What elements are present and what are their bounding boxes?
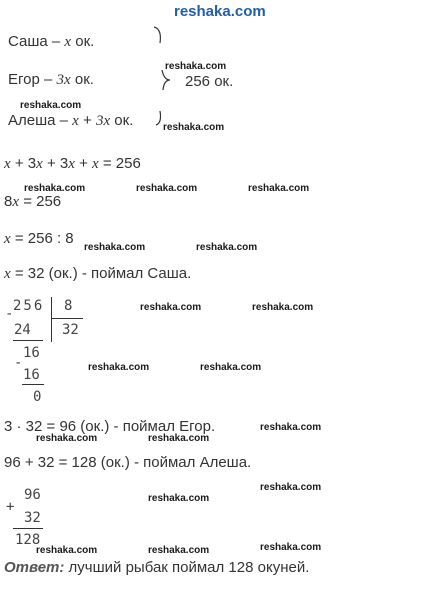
addition-sum: 128	[15, 532, 41, 548]
eq-term: + 3	[14, 155, 37, 172]
site-watermark: reshaka.com	[148, 433, 210, 444]
division-dividend: 256	[13, 298, 45, 314]
site-watermark: reshaka.com	[260, 542, 322, 553]
condition-egor-var: 3x	[56, 72, 71, 88]
condition-sasha-unit: ок.	[75, 33, 95, 50]
site-watermark: reshaka.com	[260, 482, 322, 493]
answer-label: Ответ:	[4, 559, 65, 576]
condition-alesha-name: Алеша –	[8, 112, 68, 129]
division-remainder-1: 16	[23, 345, 40, 361]
equation-sum	[4, 155, 141, 173]
eq-term: +	[79, 155, 88, 172]
division-remainder-2: 0	[33, 389, 42, 405]
division-minus-sign: -	[5, 306, 14, 322]
site-watermark: reshaka.com	[36, 545, 98, 556]
addition-underline	[13, 528, 43, 529]
addition-addend-1: 96	[24, 487, 41, 503]
site-watermark: reshaka.com	[140, 302, 202, 313]
eq-var: x	[4, 266, 11, 282]
site-watermark: reshaka.com	[163, 122, 225, 133]
condition-alesha	[8, 112, 133, 130]
site-watermark-top: reshaka.com	[174, 3, 266, 20]
site-watermark: reshaka.com	[24, 183, 86, 194]
condition-egor	[8, 71, 94, 89]
curly-brace	[150, 25, 180, 135]
egor-result: 3 · 32 = 96 (ок.) - поймал Егор.	[4, 418, 216, 435]
site-watermark: reshaka.com	[200, 362, 262, 373]
eq-term: + 3	[46, 155, 69, 172]
division-underline-1	[13, 340, 43, 341]
site-watermark: reshaka.com	[20, 100, 82, 111]
site-watermark: reshaka.com	[136, 183, 198, 194]
eq-var: x	[92, 156, 99, 172]
eq-rhs: = 256 : 8	[14, 230, 74, 247]
division-subtrahend-1: 24	[14, 322, 31, 338]
condition-sasha-var: x	[64, 34, 72, 50]
site-watermark: reshaka.com	[148, 493, 210, 504]
condition-egor-name: Егор –	[8, 71, 53, 88]
condition-alesha-var2: 3x	[95, 113, 111, 129]
eq-var: x	[68, 156, 75, 172]
condition-alesha-var1: x	[72, 113, 79, 129]
condition-egor-unit: ок.	[74, 71, 94, 88]
condition-alesha-unit: ок.	[114, 112, 134, 129]
equation-8x	[4, 193, 61, 211]
site-watermark: reshaka.com	[252, 302, 314, 313]
eq-rhs: = 256	[23, 193, 62, 210]
eq-rhs: = 32 (ок.) - поймал Саша.	[14, 265, 192, 282]
site-watermark: reshaka.com	[165, 61, 227, 72]
division-quotient: 32	[62, 322, 79, 338]
eq-var: x	[4, 231, 11, 247]
condition-sasha-name: Саша –	[8, 33, 61, 50]
eq-coef: 8	[4, 193, 13, 210]
site-watermark: reshaka.com	[36, 433, 98, 444]
site-watermark: reshaka.com	[260, 422, 322, 433]
condition-sasha	[8, 33, 94, 51]
addition-plus-sign: +	[6, 499, 15, 515]
division-subtrahend-2: 16	[23, 367, 40, 383]
addition-addend-2: 32	[24, 510, 41, 526]
eq-var: x	[4, 156, 11, 172]
division-quotient-line	[51, 318, 83, 319]
answer-line	[4, 559, 309, 577]
eq-var: x	[12, 194, 20, 210]
division-underline-2	[22, 384, 44, 385]
site-watermark: reshaka.com	[196, 242, 258, 253]
division-vertical-bar	[51, 297, 52, 342]
division-minus-sign: -	[14, 355, 23, 371]
eq-rhs: = 256	[102, 155, 141, 172]
equation-x-div	[4, 230, 74, 248]
site-watermark: reshaka.com	[88, 362, 150, 373]
site-watermark: reshaka.com	[84, 242, 146, 253]
answer-text: лучший рыбак поймал 128 окуней.	[68, 559, 310, 576]
eq-var: x	[36, 156, 43, 172]
site-watermark: reshaka.com	[248, 183, 310, 194]
total-perch: 256 ок.	[185, 73, 234, 90]
site-watermark: reshaka.com	[148, 545, 210, 556]
equation-sasha-result	[4, 265, 191, 283]
condition-alesha-plus: +	[83, 112, 92, 129]
alesha-result: 96 + 32 = 128 (ок.) - поймал Алеша.	[4, 454, 252, 471]
division-divisor: 8	[64, 298, 73, 314]
